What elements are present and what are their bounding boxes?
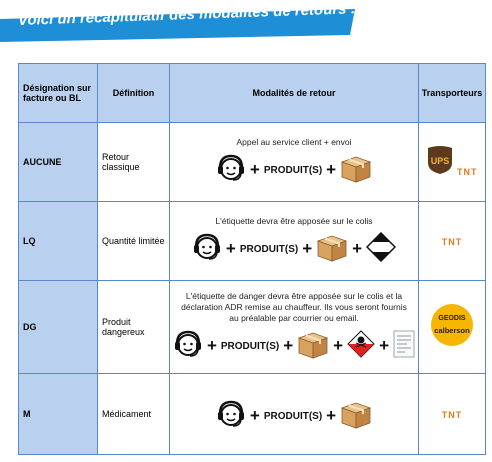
box-icon [297,329,329,364]
return-equation [170,329,418,364]
row-code: LQ [19,202,98,281]
plus-icon: + [206,336,217,355]
row-carriers [419,202,486,281]
plus-icon: + [283,336,294,355]
row-note: Appel au service client + envoi [236,136,352,147]
return-equation [170,399,418,434]
plus-icon: + [225,239,236,259]
plus-icon: + [249,406,260,426]
row-note: L'étiquette devra être apposée sur le colis [215,215,373,226]
product-label: PRODUIT(S) [239,243,299,255]
row-definition: Quantité limitée [98,202,170,281]
plus-icon: + [333,336,344,355]
geodis-calberson-logo-icon: GEODIS calberson [431,304,473,346]
headset-icon [173,329,203,364]
row-definition: Retour classique [98,123,170,202]
ups-logo-icon [427,145,453,180]
row-modalites [170,202,419,281]
product-label: PRODUIT(S) [263,410,323,422]
svg-text:UPS: UPS [430,155,449,166]
row-carriers [419,123,486,202]
return-equation [170,232,418,267]
header-definition: Définition [98,64,170,123]
plus-icon: + [352,239,363,259]
header-modalites: Modalités de retour [170,64,419,123]
hazard-label-icon [347,330,375,363]
row-code: M [19,373,98,454]
row-code: AUCUNE [19,123,98,202]
product-label: PRODUIT(S) [220,340,280,352]
row-carriers [419,373,486,454]
plus-icon: + [326,160,337,180]
header-transporteurs: Transporteurs [419,64,486,123]
plus-icon: + [326,406,337,426]
row-modalites [170,373,419,454]
headset-icon [192,232,222,267]
document-icon [393,330,415,363]
table-row [19,202,486,281]
tnt-logo-icon: TNT [441,409,463,420]
page-footer-strip [0,455,492,462]
box-icon [340,153,372,188]
plus-icon: + [249,160,260,180]
tnt-logo-icon: TNT [441,237,463,248]
box-icon [340,399,372,434]
plus-icon: + [302,239,313,259]
limited-quantity-label-icon [366,232,396,267]
row-code: DG [19,281,98,374]
row-note: L'étiquette de danger devra être apposée sur le colis et la déclaration ADR remise au chauffeur. Ils vous seront fournis au préalable par courrier ou email. [181,290,407,323]
table-header-row [19,64,486,123]
row-modalites [170,281,419,374]
row-modalites [170,123,419,202]
returns-table [18,63,486,455]
tnt-logo-icon: TNT [456,166,478,177]
table-row [19,281,486,374]
row-definition: Produit dangereux [98,281,170,374]
banner-title: Voici un récapitulatif des modalités de retours : [17,0,356,29]
row-carriers [419,281,486,374]
row-definition: Médicament [98,373,170,454]
plus-icon: + [379,336,390,355]
header-designation: Désignation sur facture ou BL [19,64,98,123]
box-icon [316,232,348,267]
table-row [19,373,486,454]
return-equation [170,153,418,188]
headset-icon [216,153,246,188]
table-row [19,123,486,202]
product-label: PRODUIT(S) [263,164,323,176]
headset-icon [216,399,246,434]
